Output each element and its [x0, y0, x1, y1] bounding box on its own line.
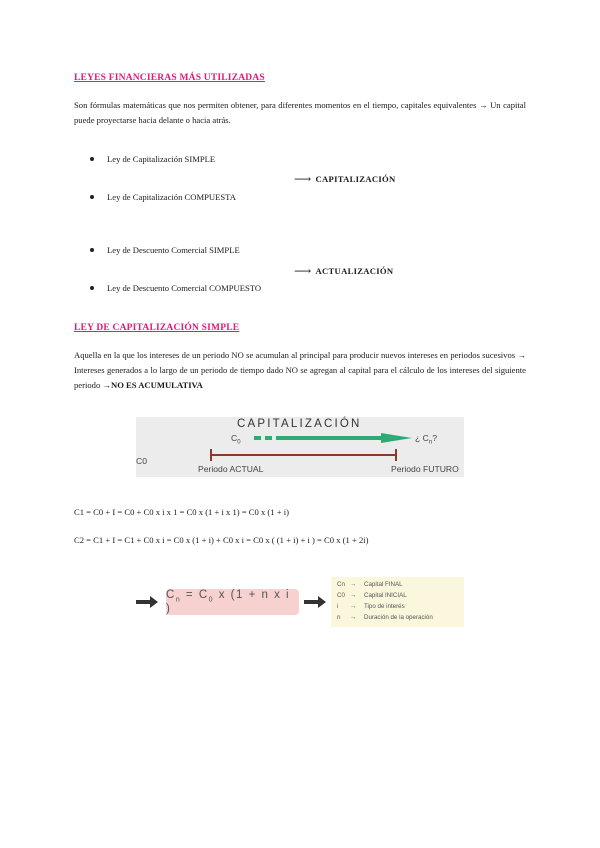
- timeline-tick-end: [395, 449, 397, 461]
- bullet-item: [90, 283, 261, 293]
- formula-box: $C_n = C_0$ x (1 + n x i ): [166, 589, 299, 615]
- right-arrow-icon: ⟶: [294, 172, 312, 186]
- thick-arrow-icon: [136, 596, 160, 608]
- legend-row: [337, 603, 405, 610]
- legend-arrow: →: [350, 603, 357, 610]
- bullet-text: Ley de Descuento Comercial SIMPLE: [107, 245, 240, 255]
- bullet-dot: [90, 195, 94, 199]
- green-arrow-icon: [254, 433, 416, 445]
- c0-side-label: C0: [136, 456, 147, 466]
- legend-row: [337, 581, 403, 588]
- bullet-item: [90, 192, 236, 202]
- legend-text: Tipo de interés: [364, 603, 405, 610]
- bullet-text: Ley de Descuento Comercial COMPUESTO: [107, 283, 262, 293]
- legend-text: Duración de la operación: [364, 614, 433, 621]
- timeline-line: [210, 454, 396, 456]
- legend-symbol: n: [337, 614, 341, 621]
- section-heading-leyes: LEYES FINANCIERAS MÁS UTILIZADAS: [74, 73, 265, 83]
- thick-arrow-icon: [304, 596, 328, 608]
- bullet-dot: [90, 248, 94, 252]
- capitalization-timeline-figure: [136, 417, 464, 477]
- definition-emphasis: →NO ES ACUMULATIVA: [102, 380, 203, 390]
- formula-c2: C2 = C1 + I = C1 + C0 x i = C0 x (1 + i) + C0 x i = C0 x ( (1 + i) + i ) = C0 x (1 + 2i): [74, 535, 369, 545]
- legend-text: Capital FINAL: [364, 581, 403, 588]
- legend-symbol: i: [337, 603, 339, 610]
- legend-row: [337, 614, 433, 621]
- bullet-text: Ley de Capitalización SIMPLE: [107, 154, 216, 164]
- formula-c1: C1 = C0 + I = C0 + C0 x i x 1 = C0 x (1 + i x 1) = C0 x (1 + i): [74, 507, 289, 517]
- bullet-item: [90, 154, 215, 164]
- bullet-dot: [90, 157, 94, 161]
- legend-symbol: C0: [337, 592, 345, 599]
- section-heading-capitalizacion-simple: LEY DE CAPITALIZACIÓN SIMPLE: [74, 323, 240, 333]
- variable-legend: [331, 577, 464, 627]
- start-capital-label: $C_0$: [231, 433, 241, 446]
- legend-arrow: →: [350, 592, 357, 599]
- simple-capitalization-formula-figure: [136, 576, 464, 628]
- bullet-item: [90, 245, 240, 255]
- definition-paragraph: [74, 348, 526, 393]
- legend-arrow: →: [350, 614, 357, 621]
- legend-arrow: →: [350, 581, 357, 588]
- bullet-text: Ley de Capitalización COMPUESTA: [107, 192, 236, 202]
- timeline-title: CAPITALIZACIÓN: [237, 418, 362, 430]
- intro-paragraph: Son fórmulas matemáticas que nos permiten obtener, para diferentes momentos en el tiempo, capitales equivalentes → Un capital puede proyectarse hacia delante o hacia atrás.: [74, 100, 526, 125]
- group-label-text: CAPITALIZACIÓN: [315, 174, 396, 184]
- legend-symbol: Cn: [337, 581, 345, 588]
- end-capital-label: ¿ $C_n$?: [415, 433, 437, 446]
- group-label-text: ACTUALIZACIÓN: [315, 266, 394, 276]
- legend-row: [337, 592, 407, 599]
- period-actual-label: Periodo ACTUAL: [198, 464, 264, 474]
- right-arrow-icon: ⟶: [294, 264, 312, 278]
- legend-text: Capital INICIAL: [364, 592, 407, 599]
- period-future-label: Periodo FUTURO: [391, 464, 459, 474]
- definition-text: Aquella en la que los intereses de un periodo NO se acumulan al principal para producir nuevos intereses en periodos sucesivos → Intereses generados a lo largo de un periodo de tiempo dado NO se agregan al capital para el cálculo de los intereses del siguiente periodo: [74, 350, 526, 390]
- group-label-capitalizacion: [294, 174, 395, 184]
- bullet-dot: [90, 286, 94, 290]
- timeline-tick-start: [210, 449, 212, 461]
- group-label-actualizacion: [294, 266, 393, 276]
